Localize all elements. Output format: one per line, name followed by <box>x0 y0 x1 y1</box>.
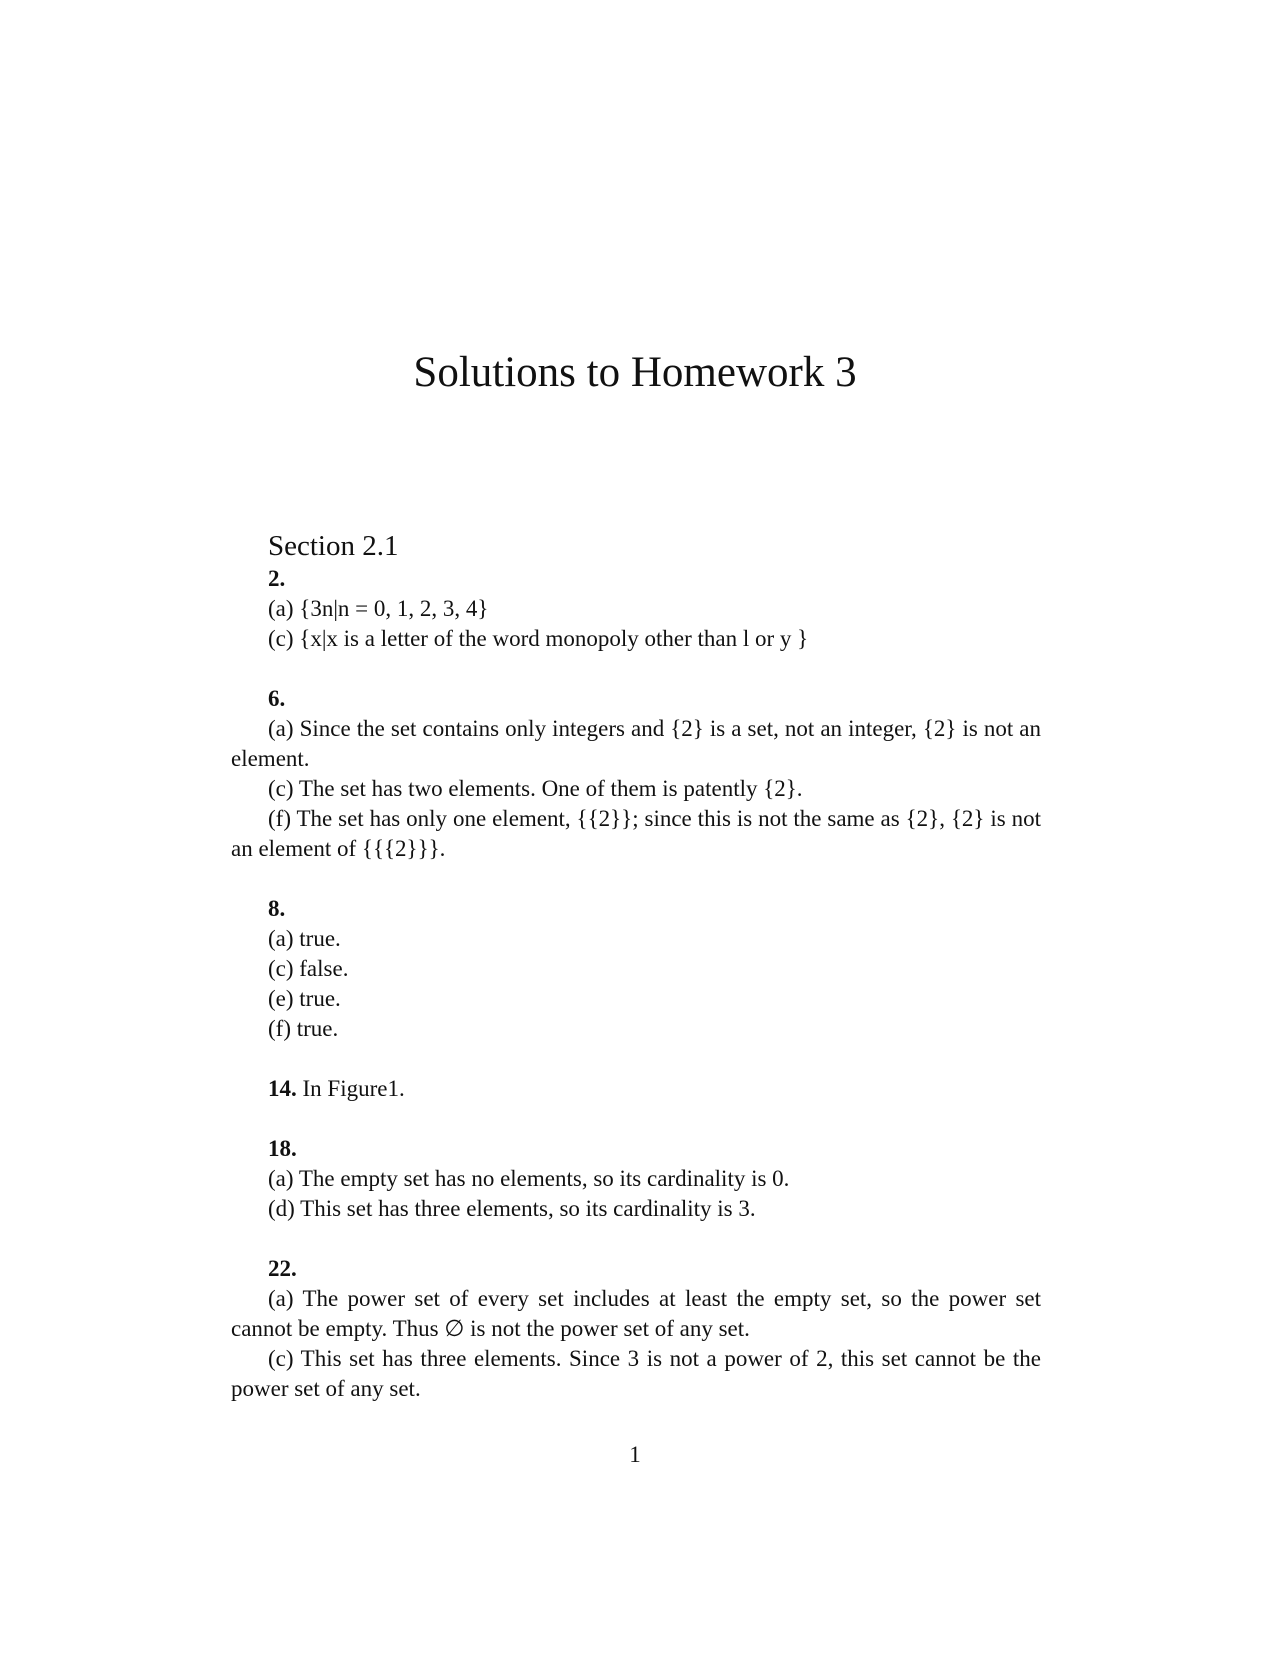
section-heading: Section 2.1 <box>268 530 399 562</box>
answer-paragraph: (c) The set has two elements. One of them is patently {2}. <box>268 776 803 801</box>
answer-text: In Figure1. <box>302 1076 405 1101</box>
answer-paragraph: (a) The power set of every set includes at least the empty set, so the power set cannot be empty. Thus ∅ is not the power set of any set. <box>231 1286 1041 1341</box>
problem-8 <box>231 894 1041 1044</box>
answer-item: (a) The empty set has no elements, so its cardinality is 0. <box>268 1166 790 1191</box>
problem-number: 2. <box>268 566 286 591</box>
problem-6 <box>231 684 1041 864</box>
answer-item: (e) true. <box>268 986 341 1011</box>
problem-number: 14. <box>268 1076 297 1101</box>
problem-number: 8. <box>268 896 286 921</box>
answer-item: (c) false. <box>268 956 349 981</box>
answer-item: (d) This set has three elements, so its cardinality is 3. <box>268 1196 756 1221</box>
answer-paragraph: (a) Since the set contains only integers and {2} is a set, not an integer, {2} is not an element. <box>231 716 1041 771</box>
problem-14 <box>231 1074 1041 1104</box>
answer-item: (a) {3n|n = 0, 1, 2, 3, 4} <box>268 596 489 621</box>
problem-18 <box>231 1134 1041 1224</box>
problem-2 <box>231 564 1041 654</box>
problem-number: 22. <box>268 1256 297 1281</box>
answer-paragraph: (c) This set has three elements. Since 3 is not a power of 2, this set cannot be the power set of any set. <box>231 1346 1041 1401</box>
answer-item: (a) true. <box>268 926 341 951</box>
answer-item: (f) true. <box>268 1016 339 1041</box>
answer-item: (c) {x|x is a letter of the word monopoly other than l or y } <box>268 626 809 651</box>
document-body <box>231 528 1041 1434</box>
problem-22 <box>231 1254 1041 1404</box>
document-title: Solutions to Homework 3 <box>413 349 857 396</box>
problem-number: 6. <box>268 686 286 711</box>
problem-number: 18. <box>268 1136 297 1161</box>
answer-paragraph: (f) The set has only one element, {{2}}; since this is not the same as {2}, {2} is not an element of {{{2}}}. <box>231 806 1041 861</box>
page-number: 1 <box>629 1442 641 1467</box>
